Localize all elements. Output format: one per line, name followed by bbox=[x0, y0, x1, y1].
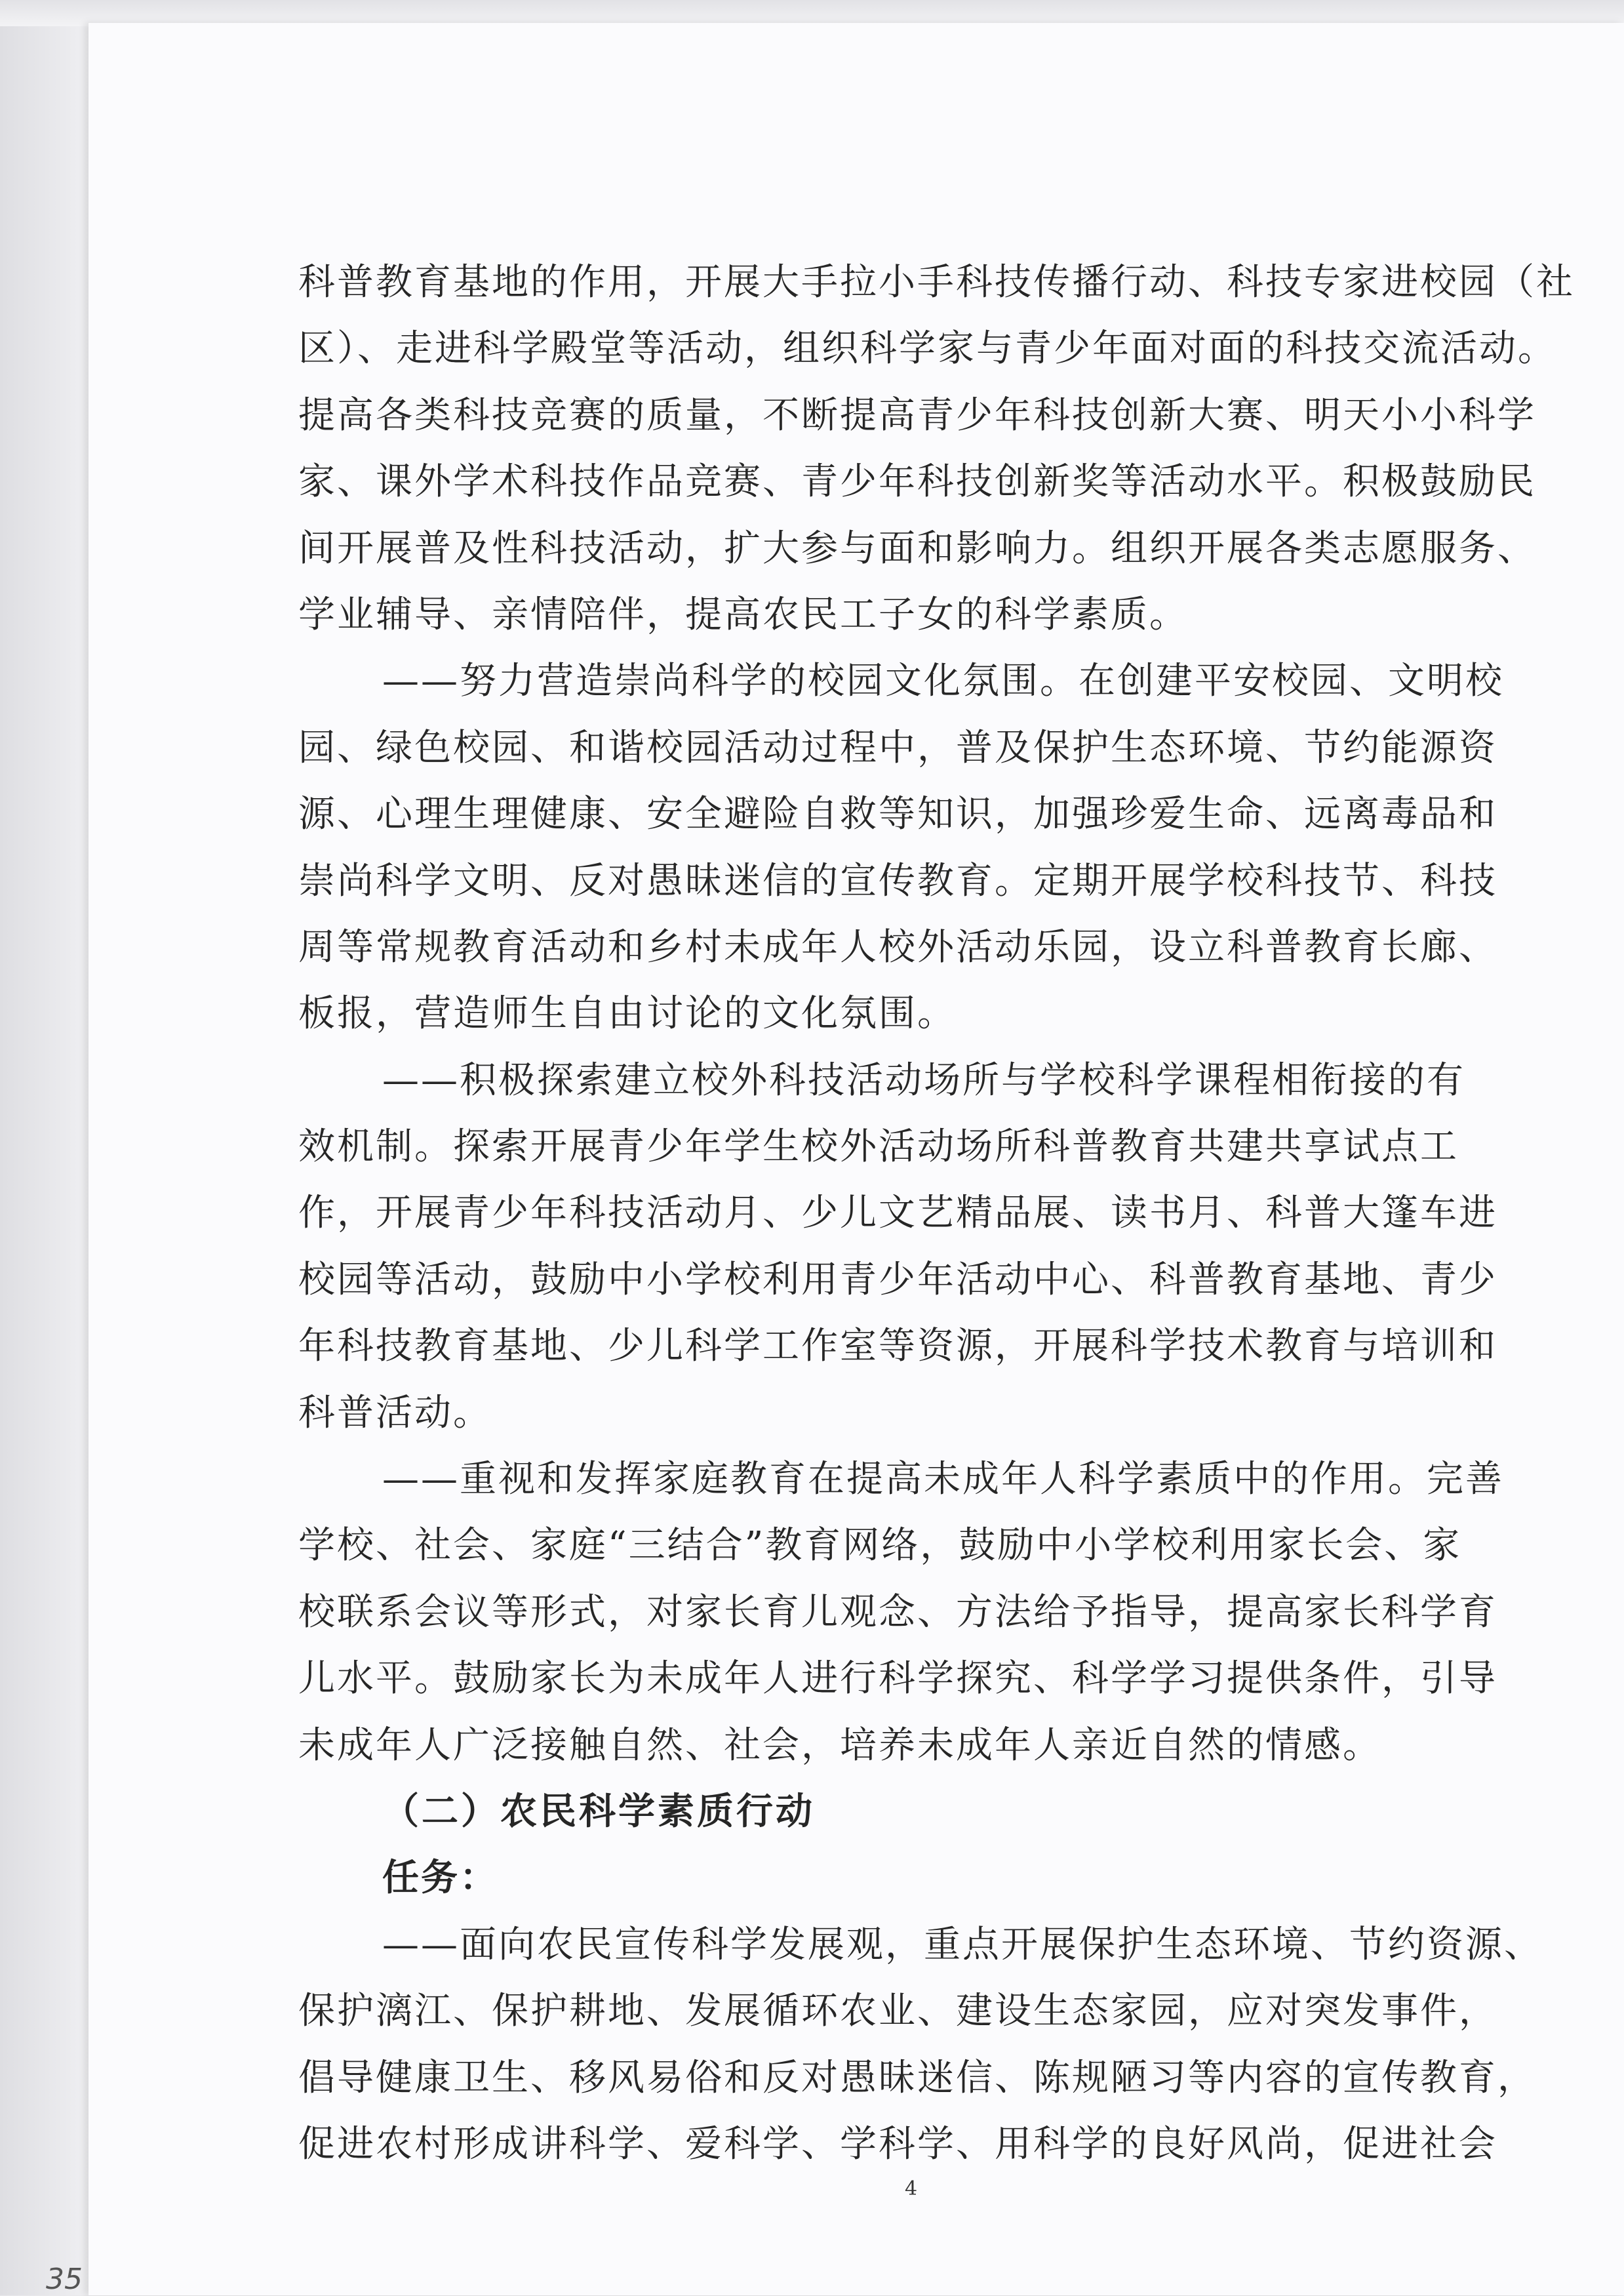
text-line: 未成年人广泛接触自然、社会，培养未成年人亲近自然的情感。 bbox=[298, 1723, 1381, 1767]
text-line: 间开展普及性科技活动，扩大参与面和影响力。组织开展各类志愿服务、 bbox=[298, 527, 1536, 570]
paragraph-family-education bbox=[298, 1446, 1567, 1779]
text-line: ——积极探索建立校外科技活动场所与学校科学课程相衔接的有 bbox=[382, 1058, 1465, 1102]
text-line: 源、心理生理健康、安全避险自救等知识，加强珍爱生命、远离毒品和 bbox=[298, 793, 1497, 836]
text-line: ——重视和发挥家庭教育在提高未成年人科学素质中的作用。完善 bbox=[382, 1458, 1504, 1501]
paragraph-extracurricular-mechanism bbox=[298, 1047, 1567, 1446]
text-line: 儿水平。鼓励家长为未成年人进行科学探究、科学学习提供条件，引导 bbox=[298, 1657, 1497, 1701]
text-line: ——面向农民宣传科学发展观，重点开展保护生态环境、节约资源、 bbox=[382, 1923, 1543, 1966]
text-line: 板报，营造师生自由讨论的文化氛围。 bbox=[298, 992, 956, 1036]
text-line: 作，开展青少年科技活动月、少儿文艺精品展、读书月、科普大篷车进 bbox=[298, 1192, 1497, 1235]
underlying-page-top-edge bbox=[0, 0, 1624, 26]
handwritten-margin-note: 35 bbox=[46, 2263, 83, 2296]
paragraph-campus-culture bbox=[298, 648, 1567, 1047]
text-line: ——努力营造崇尚科学的校园文化氛围。在创建平安校园、文明校 bbox=[382, 660, 1504, 703]
text-line: 科普活动。 bbox=[298, 1391, 492, 1434]
text-line: 学业辅导、亲情陪伴，提高农民工子女的科学素质。 bbox=[298, 593, 1188, 636]
text-line: 保护漓江、保护耕地、发展循环农业、建设生态家园，应对突发事件， bbox=[298, 1990, 1497, 2033]
text-line: 学校、社会、家庭“三结合”教育网络，鼓励中小学校利用家长会、家 bbox=[298, 1524, 1462, 1567]
paragraph-continuation bbox=[298, 249, 1575, 648]
task-label: 任务： bbox=[382, 1857, 498, 1900]
text-line: 园、绿色校园、和谐校园活动过程中，普及保护生态环境、节约能源资 bbox=[298, 726, 1497, 769]
text-line: 促进农村形成讲科学、爱科学、学科学、用科学的良好风尚，促进社会 bbox=[298, 2122, 1497, 2165]
text-line: 家、课外学术科技作品竞赛、青少年科技创新奖等活动水平。积极鼓励民 bbox=[298, 460, 1536, 504]
text-line: 崇尚科学文明、反对愚昧迷信的宣传教育。定期开展学校科技节、科技 bbox=[298, 859, 1497, 902]
section-heading: （二）农民科学素质行动 bbox=[382, 1790, 815, 1833]
text-line: 倡导健康卫生、移风易俗和反对愚昧迷信、陈规陋习等内容的宣传教育， bbox=[298, 2056, 1536, 2099]
document-body bbox=[298, 249, 1575, 2177]
text-line: 年科技教育基地、少儿科学工作室等资源，开展科学技术教育与培训和 bbox=[298, 1325, 1497, 1368]
paragraph-farmer-science bbox=[298, 1912, 1567, 2178]
text-line: 效机制。探索开展青少年学生校外活动场所科普教育共建共享试点工 bbox=[298, 1125, 1459, 1169]
text-line: 区）、走进科学殿堂等活动，组织科学家与青少年面对面的科技交流活动。 bbox=[298, 327, 1556, 371]
text-line: 周等常规教育活动和乡村未成年人校外活动乐园，设立科普教育长廊、 bbox=[298, 925, 1497, 969]
page-number: 4 bbox=[905, 2177, 918, 2200]
text-line: 提高各类科技竞赛的质量，不断提高青少年科技创新大赛、明天小小科学 bbox=[298, 393, 1536, 437]
text-line: 科普教育基地的作用，开展大手拉小手科技传播行动、科技专家进校园（社 bbox=[298, 261, 1575, 304]
text-line: 校园等活动，鼓励中小学校利用青少年活动中心、科普教育基地、青少 bbox=[298, 1258, 1497, 1301]
text-line: 校联系会议等形式，对家长育儿观念、方法给予指导，提高家长科学育 bbox=[298, 1590, 1497, 1634]
